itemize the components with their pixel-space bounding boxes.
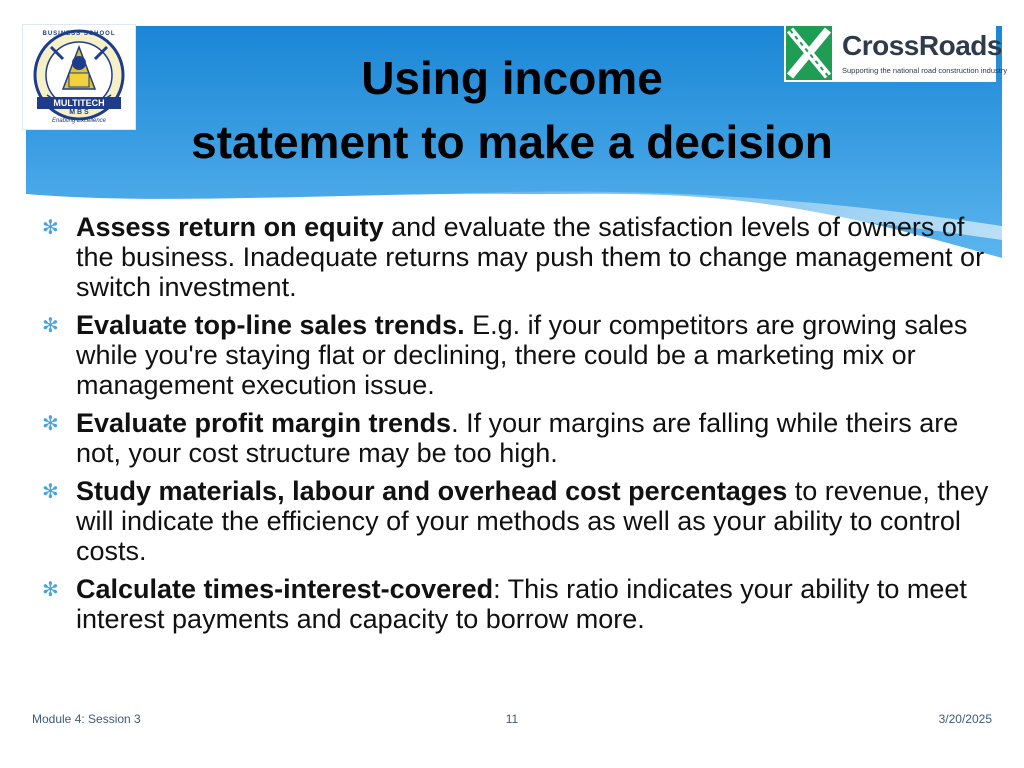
bullet-list [40, 212, 990, 642]
bullet-item [40, 476, 990, 566]
bullet-text: . If your margins are falling while theirs are not, your cost structure may be too high. [76, 408, 959, 468]
slide-title-line1: Using income [361, 52, 663, 104]
bullet-heading: Evaluate profit margin trends [76, 408, 452, 438]
bullet-item [40, 408, 990, 468]
asterisk-bullet-icon: ✻ [42, 217, 59, 239]
bullet-heading: Calculate times-interest-covered [76, 574, 494, 604]
bullet-text: E.g. if your competitors are growing sales while you're staying flat or declining, there could be a marketing mix or management execution issue. [76, 310, 968, 400]
footer-module: Module 4: Session 3 [32, 712, 141, 726]
logo-arc-text: BUSINESS SCHOOL [42, 31, 116, 37]
bullet-text: and evaluate the satisfaction levels of owners of the business. Inadequate returns may push them to change management or switch investment. [76, 212, 985, 302]
bullet-heading: Assess return on equity [76, 212, 384, 242]
slide-title [0, 46, 1024, 174]
bullet-heading: Evaluate top-line sales trends. [76, 310, 465, 340]
asterisk-bullet-icon: ✻ [42, 481, 59, 503]
crossroads-name: CrossRoads [842, 30, 1002, 61]
bullet-item [40, 212, 990, 302]
bullet-item [40, 574, 990, 634]
footer-date: 3/20/2025 [938, 712, 992, 726]
logo-school-abbr: M B S [69, 109, 89, 116]
asterisk-bullet-icon: ✻ [42, 315, 59, 337]
slide-title-line2: statement to make a decision [191, 116, 833, 168]
crossroads-tagline: Supporting the national road construction industry [842, 66, 1008, 75]
bullet-text: : This ratio indicates your ability to meet interest payments and capacity to borrow more. [76, 574, 967, 634]
logo-school-name: MULTITECH [37, 97, 121, 109]
bullet-text: to revenue, they will indicate the efficiency of your methods as well as your ability to control costs. [76, 476, 989, 566]
bullet-heading: Study materials, labour and overhead cost percentages [76, 476, 788, 506]
bullet-item [40, 310, 990, 400]
logo-motto: Enabling Excellence [51, 118, 107, 124]
footer-page-number: 11 [505, 712, 519, 726]
asterisk-bullet-icon: ✻ [42, 413, 59, 435]
asterisk-bullet-icon: ✻ [42, 579, 59, 601]
